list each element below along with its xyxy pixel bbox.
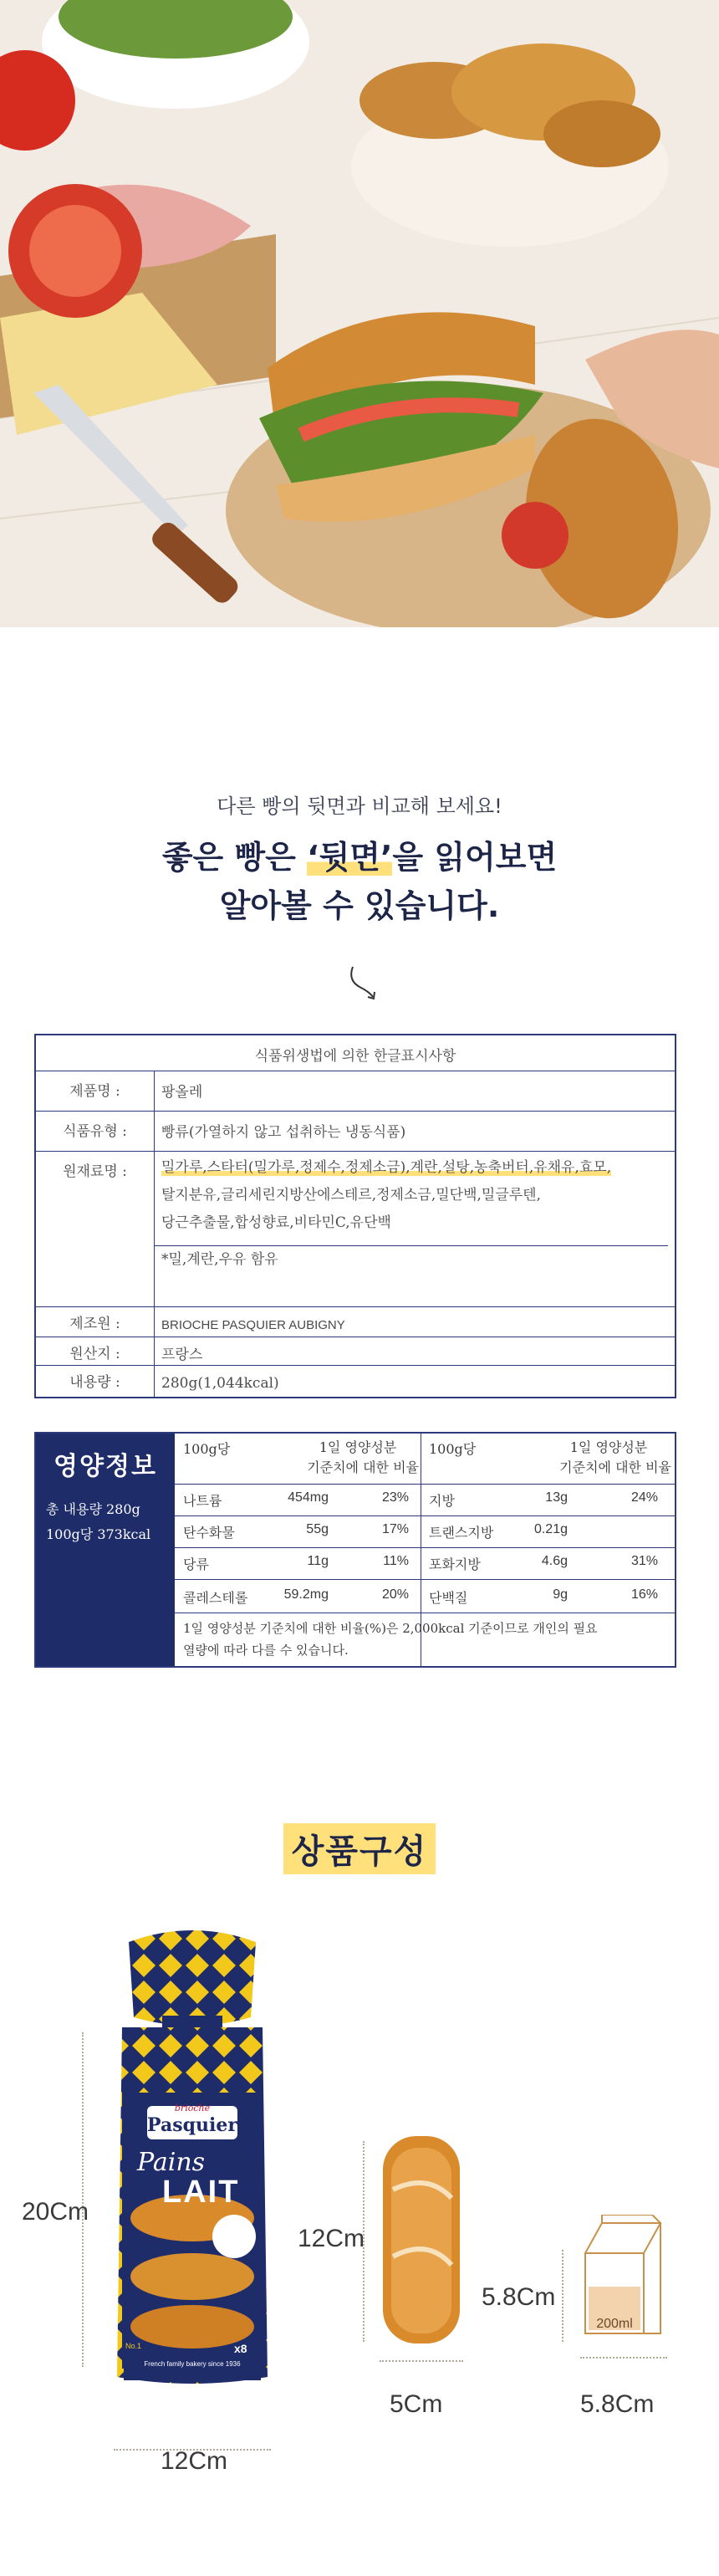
- brand-tagline: French family bakery since 1936: [144, 2360, 241, 2368]
- bag-width-label: 12Cm: [161, 2447, 228, 2475]
- carton-width-guide: [580, 2357, 667, 2359]
- compare-subheading: 다른 빵의 뒷면과 비교해 보세요!: [217, 795, 502, 818]
- milk-carton-image: [577, 2215, 669, 2340]
- nutrition-footnote-2: 열량에 따라 다를 수 있습니다.: [183, 1643, 349, 1658]
- headline-line-2: 알아볼 수 있습니다.: [219, 887, 500, 924]
- nutrition-base-label: 100g당: [429, 1441, 477, 1457]
- label-row-manufacturer: [36, 1306, 675, 1337]
- nutrient-amount: 9g: [553, 1587, 568, 1602]
- label-value: 팡올레: [161, 1084, 203, 1101]
- korean-label-table: [34, 1034, 676, 1398]
- nutrient-percent: 16%: [630, 1587, 658, 1602]
- label-key: 제품명 :: [36, 1071, 155, 1111]
- label-table-title: 식품위생법에 의한 한글표시사항: [254, 1048, 456, 1065]
- sandwich-scene-image: [0, 0, 719, 627]
- label-key: 원산지 :: [36, 1337, 155, 1365]
- label-key: 식품유형 :: [36, 1111, 155, 1151]
- pack-count: x8: [234, 2342, 247, 2355]
- nutrient-amount: 11g: [307, 1554, 329, 1568]
- brand-logo-text: Pasquier: [147, 2114, 237, 2136]
- nutrient-percent: 17%: [381, 1522, 409, 1536]
- carton-volume-label: 200ml: [596, 2317, 633, 2331]
- nutrient-amount: 55g: [306, 1522, 329, 1536]
- nutrient-name: 콜레스테롤: [183, 1590, 248, 1606]
- label-value: 280g(1,044kcal): [161, 1375, 279, 1392]
- nutrient-amount: 454mg: [288, 1490, 329, 1505]
- main-headline: [0, 833, 719, 930]
- label-table-title-row: [36, 1035, 675, 1071]
- single-bread-image: [378, 2131, 465, 2349]
- nutrient-name: 지방: [429, 1493, 455, 1509]
- nutrient-name: 트랜스지방: [429, 1525, 494, 1541]
- label-value: 빵류(가열하지 않고 섭취하는 냉동식품): [161, 1124, 406, 1141]
- nutrient-name: 나트륨: [183, 1493, 222, 1509]
- label-key: 제조원 :: [36, 1306, 155, 1337]
- nutrition-footnote-1: 1일 영양성분 기준치에 대한 비율(%)은 2,000kcal 기준이므로 개인의 필요: [183, 1621, 598, 1636]
- ingredients-line-2: 탈지분유,글리세린지방산에스테르,정제소금,밀단백,밀글루텐,: [161, 1187, 541, 1204]
- nutrient-percent: 11%: [383, 1554, 409, 1568]
- label-value-ingredients: [161, 1151, 668, 1274]
- bread-width-label: 5Cm: [390, 2390, 443, 2418]
- composition-title: [0, 1823, 719, 1874]
- nutrition-per-100g: 100g당 373kcal: [46, 1526, 151, 1542]
- carton-height-label: 5.8Cm: [482, 2283, 556, 2311]
- dv-header-2: 기준치에 대한 비율: [559, 1459, 671, 1475]
- nutrient-percent: 20%: [381, 1587, 409, 1602]
- nutrient-percent: 31%: [630, 1554, 658, 1568]
- dv-header-1: 1일 영양성분: [569, 1439, 648, 1455]
- carton-height-guide: [562, 2250, 563, 2342]
- nutrient-amount: 0.21g: [533, 1522, 568, 1536]
- dv-header-2: 기준치에 대한 비율: [307, 1459, 419, 1475]
- bread-height-label: 12Cm: [298, 2225, 365, 2252]
- label-value: 프랑스: [161, 1347, 203, 1363]
- nutrient-name: 포화지방: [429, 1556, 481, 1572]
- label-row-ingredients: [36, 1151, 675, 1307]
- nutrient-amount: 4.6g: [541, 1554, 568, 1568]
- nutrition-title: 영양정보: [54, 1452, 157, 1481]
- ingredients-line-3: 당근추출물,합성향료,비타민C,유단백: [161, 1214, 391, 1231]
- label-key: 내용량 :: [36, 1365, 155, 1397]
- product-name-line-1: Pains: [137, 2148, 206, 2177]
- nutrient-name: 단백질: [429, 1590, 468, 1606]
- nutrition-total: 총 내용량 280g: [46, 1501, 140, 1517]
- nutrient-percent: 23%: [381, 1490, 409, 1505]
- nutrient-name: 당류: [183, 1556, 209, 1572]
- composition-title-text: 상품구성: [283, 1823, 436, 1874]
- no1-badge: No.1: [125, 2342, 142, 2350]
- nutrient-amount: 59.2mg: [283, 1587, 329, 1602]
- label-row-origin: [36, 1337, 675, 1366]
- allergen-note: *밀,계란,우유 함유: [155, 1245, 668, 1274]
- bag-height-label: 20Cm: [22, 2198, 89, 2226]
- headline-line-1: [0, 833, 719, 882]
- carton-width-label: 5.8Cm: [580, 2390, 655, 2418]
- headline-text-end: 을 읽어보면: [392, 839, 558, 876]
- headline-text: 좋은 빵은: [161, 839, 308, 876]
- ingredients-line-1: 밀가루,스타터(밀가루,정제수,정제소금),계란,설탕,농축버터,유채유,효모,: [161, 1159, 612, 1176]
- hero-photo: [0, 0, 719, 627]
- label-row-food-type: [36, 1111, 675, 1152]
- label-key: 원재료명 :: [36, 1151, 155, 1306]
- brand-small-text: brioche: [174, 2103, 211, 2113]
- product-name-line-2: LAIT: [162, 2175, 240, 2210]
- brioche-roll-illustration: [378, 2131, 465, 2349]
- curly-arrow-icon: [348, 963, 381, 1002]
- nutrition-summary-panel: [36, 1434, 175, 1666]
- nutrient-name: 탄수화물: [183, 1525, 235, 1541]
- label-row-net-weight: [36, 1365, 675, 1397]
- headline-highlight: ‘뒷면’: [307, 839, 393, 876]
- bread-width-guide: [380, 2360, 463, 2362]
- product-bag-image: [104, 1925, 281, 2394]
- nutrient-percent: 24%: [630, 1490, 658, 1505]
- dv-header-1: 1일 영양성분: [319, 1439, 397, 1455]
- nutrition-base-label: 100g당: [183, 1441, 231, 1457]
- label-value: BRIOCHE PASQUIER AUBIGNY: [161, 1318, 345, 1332]
- nutrition-facts-table: [34, 1432, 676, 1668]
- nutrient-amount: 13g: [545, 1490, 568, 1505]
- label-row-product-name: [36, 1071, 675, 1112]
